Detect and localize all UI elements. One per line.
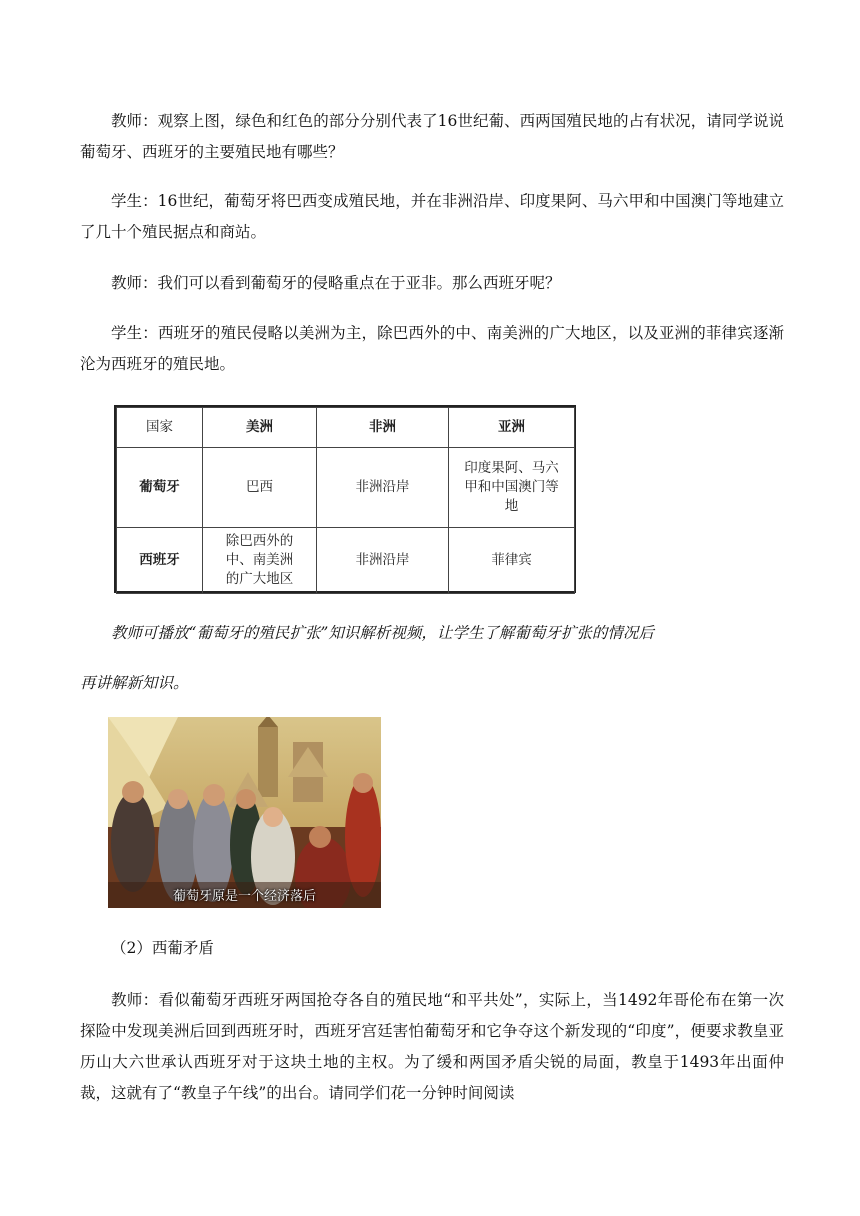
header-country: 国家: [117, 408, 203, 448]
table-header-row: [117, 408, 575, 448]
teacher-note-line-1: 教师可播放“葡萄牙的殖民扩张”知识解析视频，让学生了解葡萄牙扩张的情况后: [111, 624, 654, 642]
cell-america: 巴西: [203, 448, 317, 528]
table-row: [117, 528, 575, 594]
cell-africa: 非洲沿岸: [317, 448, 449, 528]
section-heading: （2）西葡矛盾: [111, 939, 214, 957]
header-america: 美洲: [203, 408, 317, 448]
table-row: [117, 448, 575, 528]
paragraph-teacher-followup: 教师：我们可以看到葡萄牙的侵略重点在于亚非。那么西班牙呢？: [111, 274, 561, 292]
video-thumbnail[interactable]: [108, 717, 381, 908]
header-asia: 亚洲: [449, 408, 575, 448]
cell-asia: 菲律宾: [449, 528, 575, 594]
historical-painting-image: [108, 717, 381, 908]
video-caption: 葡萄牙原是一个经济落后: [172, 889, 316, 904]
paragraph-student-answer-portugal: 学生：16世纪，葡萄牙将巴西变成殖民地，并在非洲沿岸、印度果阿、马六甲和中国澳门等地建立了几十个殖民据点和商站。: [80, 192, 784, 241]
cell-country: 西班牙: [117, 528, 203, 594]
cell-country: 葡萄牙: [117, 448, 203, 528]
teacher-note-line-2: 再讲解新知识。: [80, 674, 189, 692]
colonies-table: [114, 405, 576, 593]
cell-america: 除巴西外的中、南美洲的广大地区: [203, 528, 317, 594]
paragraph-teacher-question: 教师：观察上图，绿色和红色的部分分别代表了16世纪葡、西两国殖民地的占有状况，请同学说说葡萄牙、西班牙的主要殖民地有哪些？: [80, 112, 784, 161]
paragraph-student-answer-spain: 学生：西班牙的殖民侵略以美洲为主，除巴西外的中、南美洲的广大地区，以及亚洲的菲律宾逐渐沦为西班牙的殖民地。: [80, 324, 784, 373]
cell-africa: 非洲沿岸: [317, 528, 449, 594]
cell-asia: 印度果阿、马六甲和中国澳门等地: [449, 448, 575, 528]
header-africa: 非洲: [317, 408, 449, 448]
paragraph-teacher-conflict: 教师：看似葡萄牙西班牙两国抢夺各自的殖民地“和平共处”，实际上，当1492年哥伦布在第一次探险中发现美洲后回到西班牙时，西班牙宫廷害怕葡萄牙和它争夺这个新发现的“印度”，便要求教皇亚历山大六世承认西班牙对于这块土地的主权。为了缓和两国矛盾尖锐的局面，教皇于1493年出面仲裁，这就有了“教皇子午线”的出台。请同学们花一分钟时间阅读: [80, 991, 784, 1102]
